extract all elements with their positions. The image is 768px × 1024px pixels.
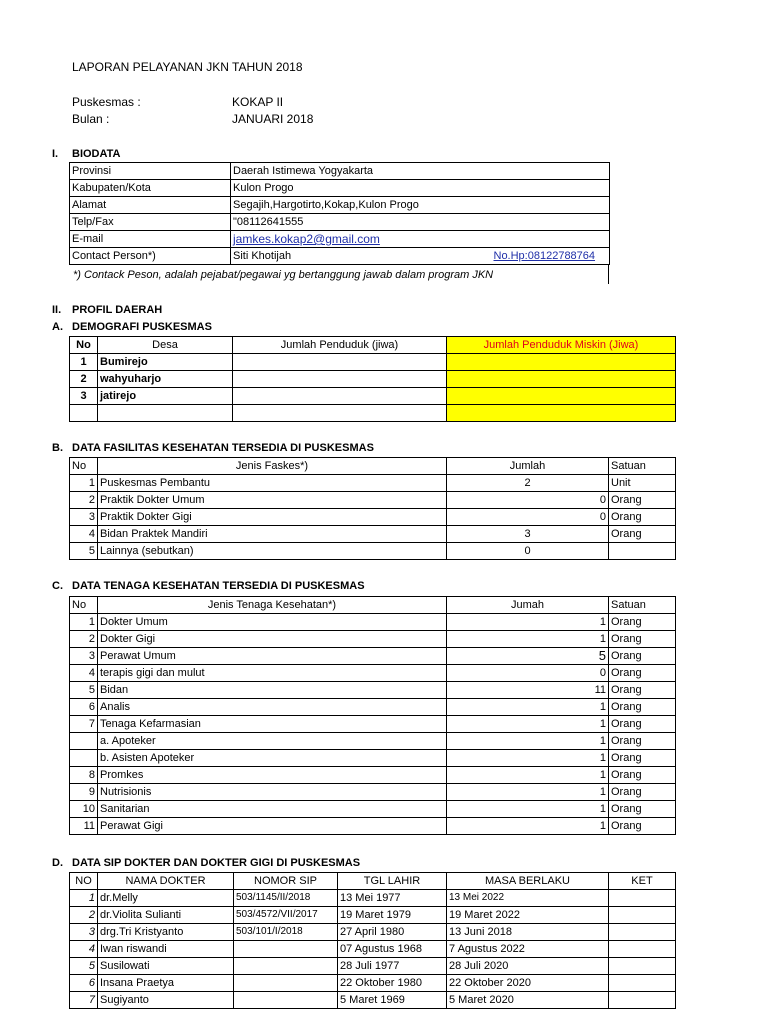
section-b-num: B. [52,442,63,454]
row-tgl: 28 Juli 1977 [338,958,447,975]
row-no: 5 [70,958,98,975]
row-jumlah: 1 [447,733,609,750]
row-satuan: Orang [609,526,676,543]
row-masa: 22 Oktober 2020 [447,975,609,992]
section-c-num: C. [52,580,63,592]
row-jenis: terapis gigi dan mulut [98,665,447,682]
row-tgl: 22 Oktober 1980 [338,975,447,992]
row-desa [98,405,233,422]
row-jumlah: 1 [447,784,609,801]
row-sip [234,941,338,958]
row-desa: jatirejo [98,388,233,405]
row-satuan: Orang [609,665,676,682]
contact-phone[interactable] [446,248,610,265]
row-masa: 28 Juli 2020 [447,958,609,975]
column-header: NAMA DOKTER [98,873,234,890]
row-satuan: Orang [609,699,676,716]
table-row [70,975,676,992]
table-header-row [70,873,676,890]
table-row [70,371,676,388]
row-no: 6 [70,699,98,716]
row-masa: 19 Maret 2022 [447,907,609,924]
section-a-num: A. [52,321,63,333]
row-jumlah: 0 [447,492,609,509]
row-no: 6 [70,975,98,992]
email-link[interactable] [231,231,610,248]
row-sip [234,958,338,975]
section-b-title: DATA FASILITAS KESEHATAN TERSEDIA DI PUSKESMAS [72,442,374,454]
row-masa: 5 Maret 2020 [447,992,609,1009]
bulan-value: JANUARI 2018 [232,112,314,126]
row-jenis: Puskesmas Pembantu [98,475,447,492]
row-no: 3 [70,924,98,941]
row-no: 4 [70,941,98,958]
row-satuan: Orang [609,818,676,835]
column-header: Jumlah Penduduk (jiwa) [233,337,447,354]
section-d-title: DATA SIP DOKTER DAN DOKTER GIGI DI PUSKESMAS [72,857,361,869]
row-satuan: Orang [609,801,676,818]
row-no: 2 [70,631,98,648]
column-header: KET [609,873,676,890]
row-desa: wahyuharjo [98,371,233,388]
biodata-value: Segajih,Hargotirto,Kokap,Kulon Progo [231,197,610,214]
column-header: Jenis Faskes*) [98,458,447,475]
row-no: 4 [70,526,98,543]
row-satuan: Orang [609,682,676,699]
row-jenis: Perawat Umum [98,648,447,665]
row-satuan: Orang [609,614,676,631]
table-row [70,767,676,784]
row-sip [234,975,338,992]
table-row [70,475,676,492]
column-header: Satuan [609,458,676,475]
row-nama: Susilowati [98,958,234,975]
row-satuan: Orang [609,767,676,784]
puskesmas-label: Puskesmas : [72,95,141,109]
table-row [70,907,676,924]
row-jenis: Praktik Dokter Gigi [98,509,447,526]
biodata-label: Kabupaten/Kota [70,180,231,197]
biodata-label: E-mail [70,231,231,248]
row-nama: dr.Violita Sulianti [98,907,234,924]
table-row [70,682,676,699]
row-sip: 503/4572/VII/2017 [234,907,338,924]
row-ket [609,975,676,992]
row-nama: Insana Praetya [98,975,234,992]
row-no: 4 [70,665,98,682]
row-jumlah: 1 [447,614,609,631]
column-header: NOMOR SIP [234,873,338,890]
faskes-grid [69,457,676,560]
row-no [70,750,98,767]
row-miskin [447,371,676,388]
row-satuan [609,543,676,560]
row-jenis: a. Apoteker [98,733,447,750]
table-row [70,163,610,180]
row-ket [609,958,676,975]
biodata-value: Daerah Istimewa Yogyakarta [231,163,610,180]
row-jumlah [233,354,447,371]
row-no: 2 [70,907,98,924]
row-no: 1 [70,890,98,907]
row-no: 3 [70,509,98,526]
table-row [70,354,676,371]
table-row [70,197,610,214]
column-header: No [70,337,98,354]
section2-num: II. [52,304,62,316]
column-header: Desa [98,337,233,354]
note-border [608,264,609,284]
row-jenis: b. Asisten Apoteker [98,750,447,767]
row-satuan: Orang [609,750,676,767]
table-row [70,665,676,682]
table-row [70,750,676,767]
row-jenis: Nutrisionis [98,784,447,801]
row-masa: 13 Mei 2022 [447,890,609,907]
table-row [70,526,676,543]
row-no: 1 [70,354,98,371]
table-row [70,924,676,941]
column-header: Jenis Tenaga Kesehatan*) [98,597,447,614]
row-tgl: 19 Maret 1979 [338,907,447,924]
row-ket [609,941,676,958]
row-sip: 503/1145/II/2018 [234,890,338,907]
row-jumlah: 11 [447,682,609,699]
table-row [70,699,676,716]
column-header: NO [70,873,98,890]
table-row [70,180,610,197]
column-header: Jumah [447,597,609,614]
row-sip [234,992,338,1009]
row-jumlah: 1 [447,631,609,648]
row-jumlah: 2 [447,475,609,492]
row-no: 7 [70,992,98,1009]
biodata-label: Telp/Fax [70,214,231,231]
section1-num: I. [52,148,59,160]
row-satuan: Orang [609,784,676,801]
row-ket [609,992,676,1009]
demografi-table [69,336,676,422]
row-masa: 13 Juni 2018 [447,924,609,941]
column-header: No [70,458,98,475]
row-nama: Iwan riswandi [98,941,234,958]
row-jenis: Dokter Gigi [98,631,447,648]
table-row [70,248,610,265]
row-sip: 503/101/I/2018 [234,924,338,941]
puskesmas-value: KOKAP II [232,95,284,109]
row-satuan: Orang [609,733,676,750]
section1-title: BIODATA [72,148,121,160]
column-header: MASA BERLAKU [447,873,609,890]
table-row [70,405,676,422]
row-jumlah: 1 [447,699,609,716]
section-c-title: DATA TENAGA KESEHATAN TERSEDIA DI PUSKESMAS [72,580,365,592]
row-masa: 7 Agustus 2022 [447,941,609,958]
table-row [70,648,676,665]
column-header: TGL LAHIR [338,873,447,890]
row-jenis: Bidan [98,682,447,699]
table-row [70,509,676,526]
contact-phone-link[interactable]: No.Hp:08122788764 [493,250,596,262]
row-jenis: Lainnya (sebutkan) [98,543,447,560]
column-header: No [70,597,98,614]
row-satuan: Orang [609,509,676,526]
row-tgl: 07 Agustus 1968 [338,941,447,958]
table-row [70,716,676,733]
row-no: 7 [70,716,98,733]
section-d-num: D. [52,857,63,869]
row-nama: drg.Tri Kristyanto [98,924,234,941]
row-no: 5 [70,682,98,699]
row-no: 8 [70,767,98,784]
table-row [70,231,610,248]
row-no: 2 [70,371,98,388]
row-no: 1 [70,475,98,492]
biodata-table [69,162,610,265]
row-jenis: Perawat Gigi [98,818,447,835]
section-a-title: DEMOGRAFI PUSKESMAS [72,321,212,333]
biodata-label: Contact Person*) [70,248,231,265]
row-ket [609,890,676,907]
email-link-text[interactable]: jamkes.kokap2@gmail.com [233,232,380,246]
table-row [70,958,676,975]
row-satuan: Unit [609,475,676,492]
row-jenis: Sanitarian [98,801,447,818]
biodata-value: Kulon Progo [231,180,610,197]
bulan-label: Bulan : [72,112,110,126]
row-jumlah: 1 [447,716,609,733]
row-jumlah: 3 [447,526,609,543]
sip-table [69,872,676,1009]
row-no [70,733,98,750]
table-row [70,733,676,750]
row-no: 9 [70,784,98,801]
table-row [70,214,610,231]
row-miskin [447,354,676,371]
column-header: Jumlah Penduduk Miskin (Jiwa) [447,337,676,354]
row-jenis: Analis [98,699,447,716]
row-no: 11 [70,818,98,835]
biodata-label: Provinsi [70,163,231,180]
contact-name: Siti Khotijah [231,248,446,265]
column-header: Satuan [609,597,676,614]
table-header-row [70,337,676,354]
row-jumlah: 0 [447,543,609,560]
row-jumlah [233,388,447,405]
row-jenis: Praktik Dokter Umum [98,492,447,509]
table-header-row [70,458,676,475]
biodata-note: *) Contack Peson, adalah pejabat/pegawai yg bertanggung jawab dalam program JKN [73,269,494,281]
row-ket [609,907,676,924]
row-ket [609,924,676,941]
row-nama: Sugiyanto [98,992,234,1009]
table-row [70,543,676,560]
row-jumlah: 1 [447,801,609,818]
table-header-row [70,597,676,614]
row-jumlah: 0 [447,665,609,682]
row-miskin [447,388,676,405]
row-no: 2 [70,492,98,509]
column-header: Jumlah [447,458,609,475]
row-jumlah: 0 [447,509,609,526]
row-miskin [447,405,676,422]
row-jumlah: 1 [447,767,609,784]
biodata-label: Alamat [70,197,231,214]
row-jumlah: 1 [447,750,609,767]
row-nama: dr.Melly [98,890,234,907]
section2-title: PROFIL DAERAH [72,304,163,316]
row-no: 1 [70,614,98,631]
table-row [70,614,676,631]
row-tgl: 5 Maret 1969 [338,992,447,1009]
row-tgl: 13 Mei 1977 [338,890,447,907]
row-jenis: Promkes [98,767,447,784]
row-no: 10 [70,801,98,818]
tenaga-table [69,596,676,835]
row-jumlah [233,405,447,422]
table-row [70,818,676,835]
table-row [70,492,676,509]
row-no: 5 [70,543,98,560]
table-row [70,784,676,801]
row-jenis: Tenaga Kefarmasian [98,716,447,733]
row-jenis: Dokter Umum [98,614,447,631]
biodata-value: "08112641555 [231,214,610,231]
row-no [70,405,98,422]
row-jumlah: 1 [447,818,609,835]
row-tgl: 27 April 1980 [338,924,447,941]
row-satuan: Orang [609,492,676,509]
row-desa: Bumirejo [98,354,233,371]
row-no: 3 [70,648,98,665]
row-jenis: Bidan Praktek Mandiri [98,526,447,543]
table-row [70,992,676,1009]
row-satuan: Orang [609,716,676,733]
table-row [70,388,676,405]
table-row [70,801,676,818]
row-satuan: Orang [609,648,676,665]
table-row [70,941,676,958]
row-no: 3 [70,388,98,405]
report-title: LAPORAN PELAYANAN JKN TAHUN 2018 [72,60,303,74]
table-row [70,631,676,648]
row-satuan: Orang [609,631,676,648]
row-jumlah [233,371,447,388]
table-row [70,890,676,907]
row-jumlah: 5 [447,648,609,665]
